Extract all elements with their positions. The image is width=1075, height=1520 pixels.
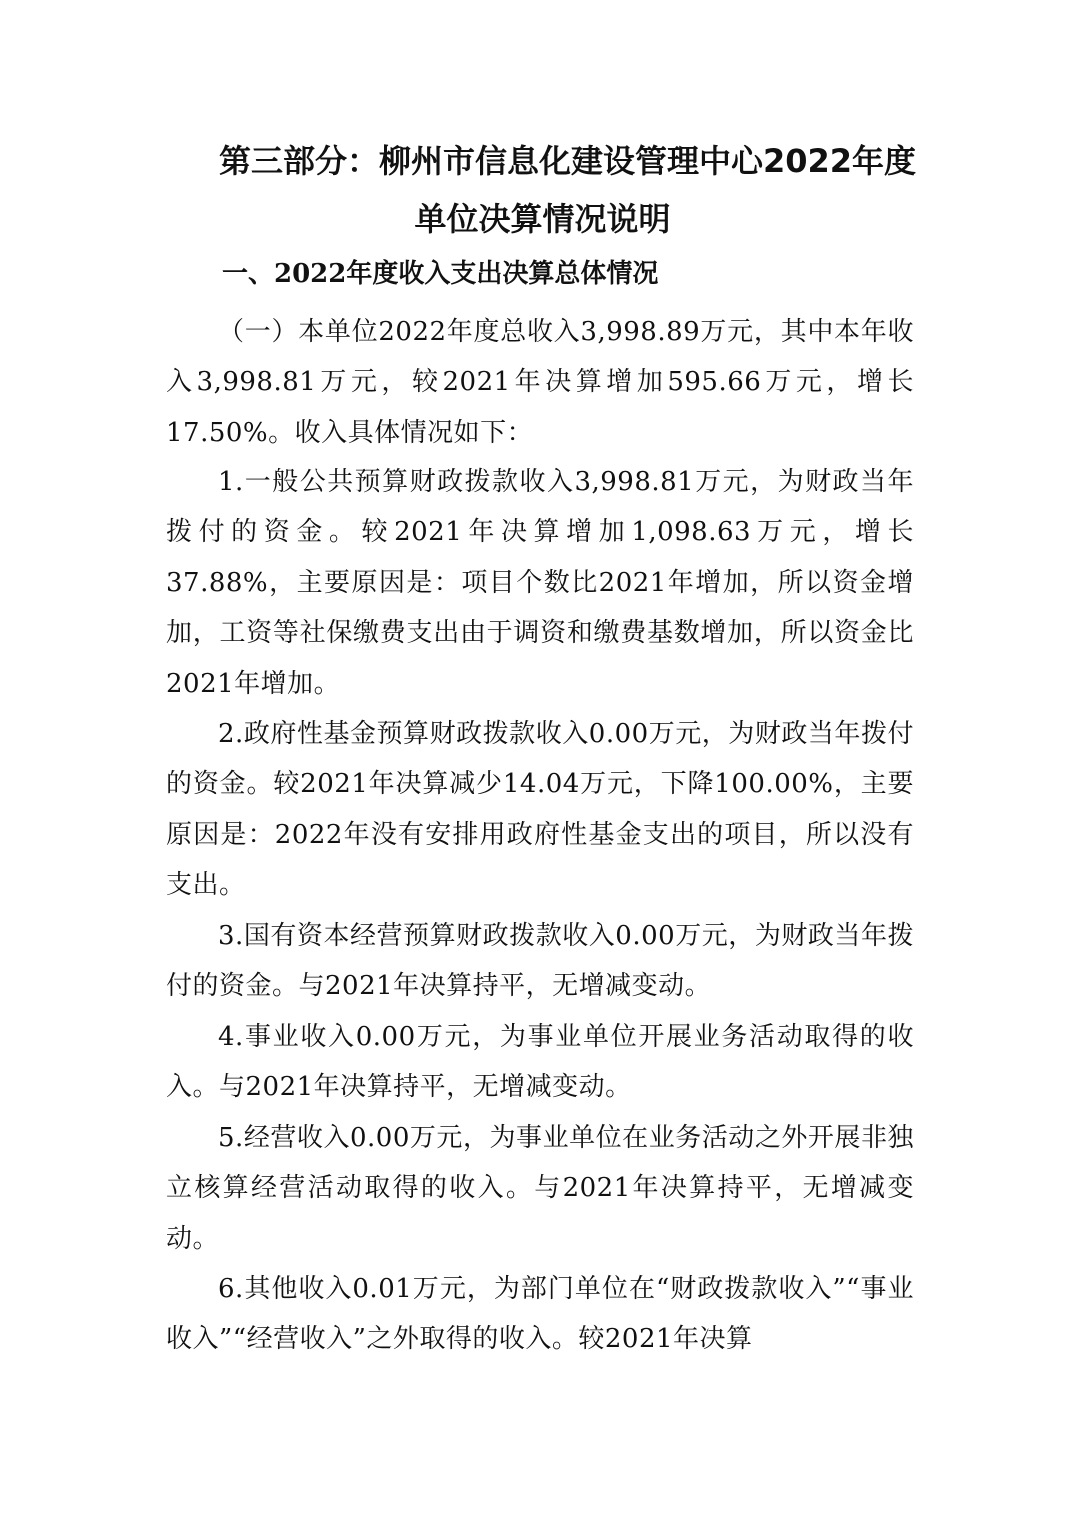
- paragraph-general-budget-income: 1.一般公共预算财政拨款收入3,998.81万元，为财政当年拨付的资金。较2021年决算增加1,098.63万元，增长37.88%，主要原因是：项目个数比2021年增加，所以资金增加，工资等社保缴费支出由于调资和缴费基数增加，所以资金比2021年增加。: [166, 467, 914, 699]
- paragraph-business-income: 4.事业收入0.00万元，为事业单位开展业务活动取得的收入。与2021年决算持平，无增减变动。: [166, 1022, 914, 1103]
- paragraph-operating-income: 5.经营收入0.00万元，为事业单位在业务活动之外开展非独立核算经营活动取得的收入。与2021年决算持平，无增减变动。: [166, 1123, 914, 1254]
- paragraph-state-capital-income: 3.国有资本经营预算财政拨款收入0.00万元，为财政当年拨付的资金。与2021年决算持平，无增减变动。: [166, 921, 914, 1002]
- document-title-line-1: 第三部分：柳州市信息化建设管理中心2022年度: [218, 142, 917, 180]
- section-heading: 一、2022年度收入支出决算总体情况: [222, 259, 659, 289]
- document-title-line-2: 单位决算情况说明: [414, 200, 671, 238]
- paragraph-government-fund-income: 2.政府性基金预算财政拨款收入0.00万元，为财政当年拨付的资金。较2021年决算减少14.04万元，下降100.00%，主要原因是：2022年没有安排用政府性基金支出的项目，所以没有支出。: [166, 719, 914, 901]
- paragraph-total-income: （一）本单位2022年度总收入3,998.89万元，其中本年收入3,998.81万元，较2021年决算增加595.66万元，增长17.50%。收入具体情况如下：: [166, 317, 914, 448]
- paragraph-other-income: 6.其他收入0.01万元，为部门单位在“财政拨款收入”“事业收入”“经营收入”之外取得的收入。较2021年决算: [166, 1274, 914, 1355]
